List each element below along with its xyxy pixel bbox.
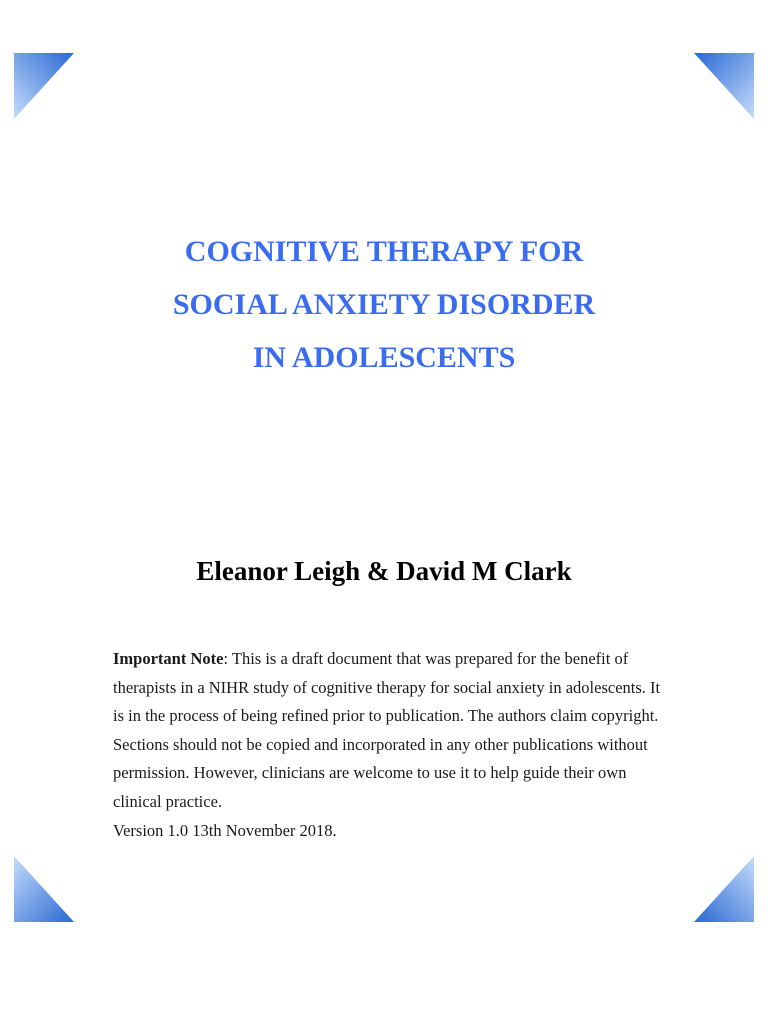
document-title-line-3: IN ADOLESCENTS <box>252 341 516 374</box>
corner-triangle-bottom-left-icon <box>14 856 74 922</box>
document-title-line-2: SOCIAL ANXIETY DISORDER <box>172 288 596 321</box>
version-line: Version 1.0 13th November 2018. <box>113 820 337 840</box>
corner-triangle-top-left-icon <box>14 53 74 119</box>
corner-triangle-top-right-icon <box>694 53 754 119</box>
important-note <box>113 645 673 845</box>
document-authors: Eleanor Leigh & David M Clark <box>196 556 572 586</box>
note-paragraph <box>113 645 673 817</box>
note-colon: : <box>223 649 229 668</box>
note-body: This is a draft document that was prepared for the benefit of therapists in a NIHR study of cognitive therapy for social anxiety in adolescents. It is in the process of being refined prior to publication. The authors claim copyright. Sections should not be copied and incorporated in any other publications without permission. However, clinicians are welcome to use it to help guide their own clinical practice. <box>113 649 661 811</box>
note-label: Important Note <box>113 649 224 668</box>
document-title-line-1: COGNITIVE THERAPY FOR <box>184 235 584 268</box>
corner-triangle-bottom-right-icon <box>694 856 754 922</box>
